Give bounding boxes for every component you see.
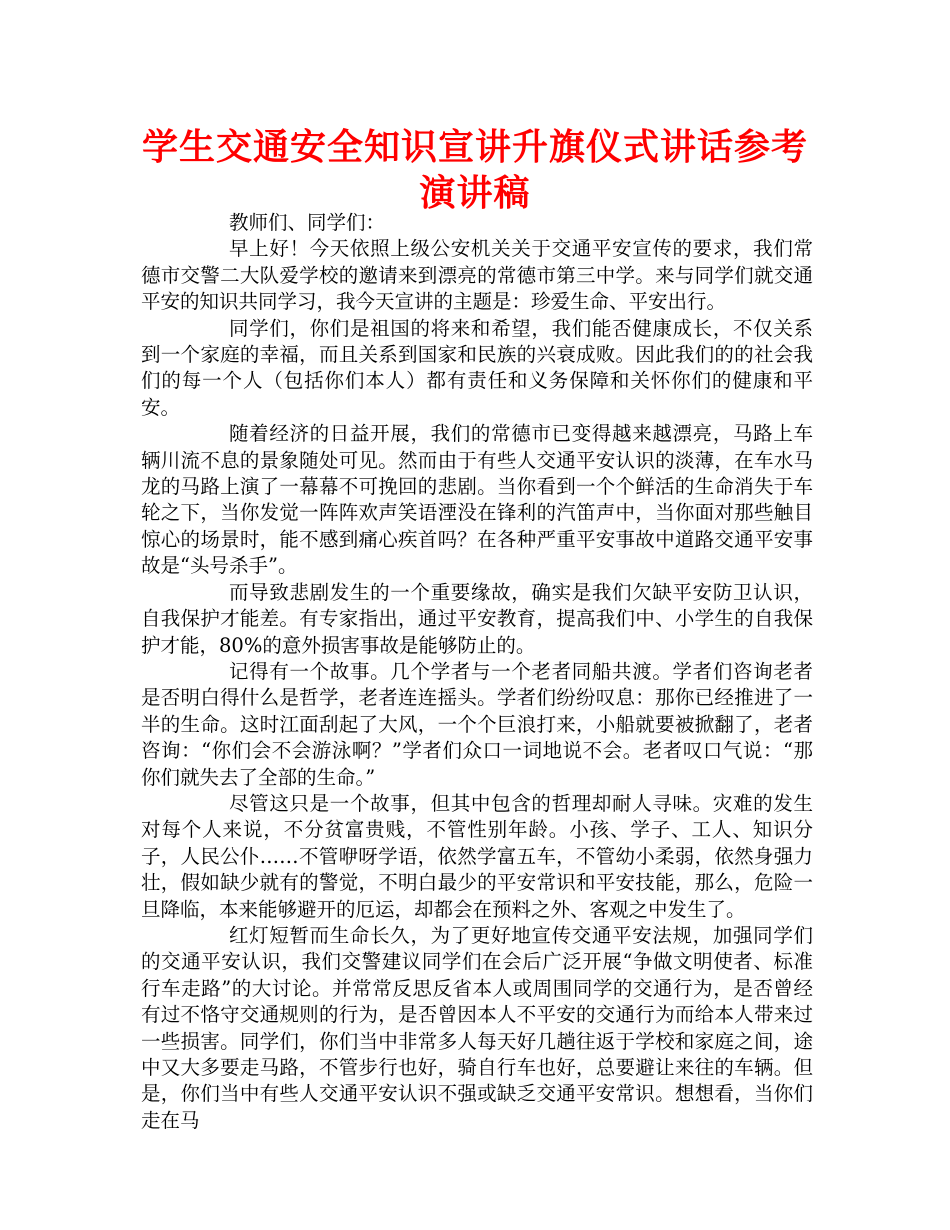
- paragraph: 同学们，你们是祖国的将来和希望，我们能否健康成长，不仅关系到一个家庭的幸福，而且关系到国家和民族的兴衰成败。因此我们的的社会我们的每一个人（包括你们本人）都有责任和义务保障和关怀你们的健康和平安。: [141, 316, 813, 419]
- paragraph: 红灯短暂而生命长久，为了更好地宣传交通平安法规，加强同学们的交通平安认识，我们交警建议同学们在会后广泛开展“争做文明使者、标准行车走路”的大讨论。并常常反思反省本人或周围同学的交通行为，是否曾经有过不恪守交通规则的行为，是否曾因本人不平安的交通行为而给本人带来过一些损害。同学们，你们当中非常多人每天好几趟往返于学校和家庭之间，途中又大多要走马路，不管步行也好，骑自行车也好，总要避让来往的车辆。但是，你们当中有些人交通平安认识不强或缺乏交通平安常识。想想看，当你们走在马: [141, 923, 813, 1132]
- document-title-line-1: 学生交通安全知识宣讲升旗仪式讲话参考: [141, 127, 808, 168]
- paragraph: 尽管这只是一个故事，但其中包含的哲理却耐人寻味。灾难的发生对每个人来说，不分贫富贵贱，不管性别年龄。小孩、学子、工人、知识分子，人民公仆……不管咿呀学语，依然学富五车，不管幼小柔弱，依然身强力壮，假如缺少就有的警觉，不明白最少的平安常识和平安技能，那么，危险一旦降临，本来能够避开的厄运，却都会在预料之外、客观之中发生了。: [141, 791, 813, 921]
- document-title-line-2: 演讲稿: [419, 173, 531, 214]
- paragraph: 随着经济的日益开展，我们的常德市已变得越来越漂亮，马路上车辆川流不息的景象随处可见。然而由于有些人交通平安认识的淡薄，在车水马龙的马路上演了一幕幕不可挽回的悲剧。当你看到一个个鲜活的生命消失于车轮之下，当你发觉一阵阵欢声笑语湮没在锋利的汽笛声中，当你面对那些触目惊心的场景时，能不感到痛心疾首吗？在各种严重平安事故中道路交通平安事故是“头号杀手”。: [141, 422, 813, 578]
- document-body: [141, 210, 813, 1134]
- paragraph: 记得有一个故事。几个学者与一个老者同船共渡。学者们咨询老者是否明白得什么是哲学，老者连连摇头。学者们纷纷叹息：那你已经推进了一半的生命。这时江面刮起了大风，一个个巨浪打来，小船就要被掀翻了，老者咨询：“你们会不会游泳啊？”学者们众口一词地说不会。老者叹口气说：“那你们就失去了全部的生命。”: [141, 659, 813, 789]
- paragraph-salutation: 教师们、同学们：: [229, 211, 386, 234]
- paragraph: 而导致悲剧发生的一个重要缘故，确实是我们欠缺平安防卫认识，自我保护才能差。有专家指出，通过平安教育，提高我们中、小学生的自我保护才能，80%的意外损害事故是能够防止的。: [141, 580, 813, 657]
- paragraph: 早上好！今天依照上级公安机关关于交通平安宣传的要求，我们常德市交警二大队爱学校的邀请来到漂亮的常德市第三中学。来与同学们就交通平安的知识共同学习，我今天宣讲的主题是：珍爱生命、平安出行。: [141, 237, 813, 314]
